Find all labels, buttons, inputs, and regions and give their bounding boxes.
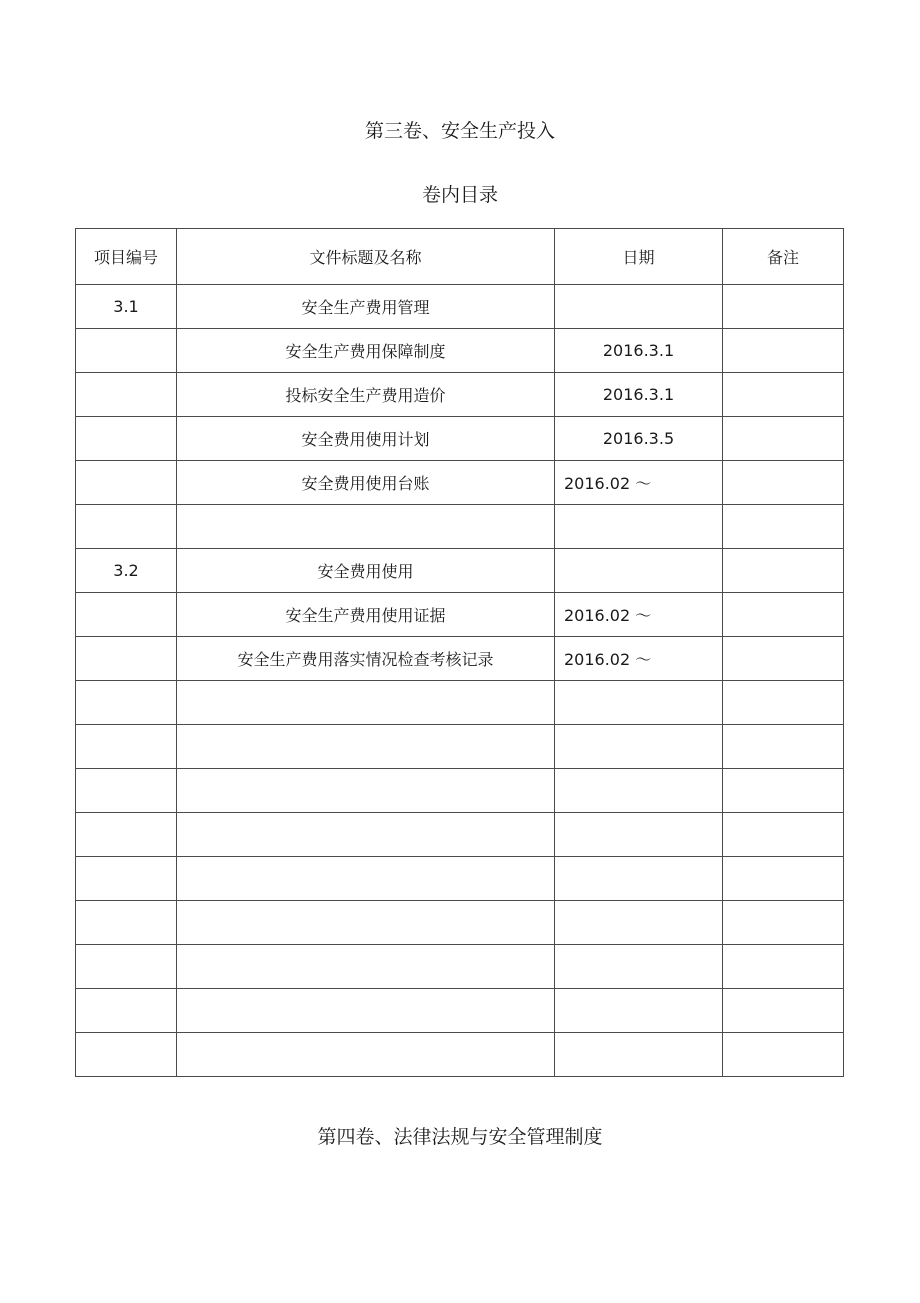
date-cell xyxy=(555,945,723,989)
item-no-cell xyxy=(76,637,177,681)
remarks-cell xyxy=(723,725,844,769)
title-cell xyxy=(177,725,555,769)
date-cell xyxy=(555,549,723,593)
remarks-cell xyxy=(723,329,844,373)
title-cell xyxy=(177,901,555,945)
date-cell: 2016.02 ～ xyxy=(555,593,723,637)
table-row xyxy=(76,725,844,769)
item-no-cell xyxy=(76,461,177,505)
title-cell xyxy=(177,505,555,549)
remarks-cell xyxy=(723,813,844,857)
title-cell xyxy=(177,945,555,989)
item-no-cell xyxy=(76,417,177,461)
remarks-cell xyxy=(723,285,844,329)
title-cell: 安全生产费用保障制度 xyxy=(177,329,555,373)
table-row xyxy=(76,813,844,857)
header-date: 日期 xyxy=(555,229,723,285)
title-cell xyxy=(177,681,555,725)
date-cell xyxy=(555,901,723,945)
item-no-cell xyxy=(76,945,177,989)
item-no-cell xyxy=(76,1033,177,1077)
date-cell: 2016.3.1 xyxy=(555,329,723,373)
remarks-cell xyxy=(723,637,844,681)
date-cell xyxy=(555,769,723,813)
header-remarks: 备注 xyxy=(723,229,844,285)
title-cell xyxy=(177,1033,555,1077)
table-row xyxy=(76,461,844,505)
item-no-cell xyxy=(76,769,177,813)
item-no-cell xyxy=(76,901,177,945)
table-row xyxy=(76,285,844,329)
item-no-cell xyxy=(76,505,177,549)
date-cell: 2016.3.1 xyxy=(555,373,723,417)
title-cell: 安全生产费用落实情况检查考核记录 xyxy=(177,637,555,681)
date-cell: 2016.02 ～ xyxy=(555,637,723,681)
title-cell: 投标安全生产费用造价 xyxy=(177,373,555,417)
toc-header-row xyxy=(76,229,844,285)
date-cell xyxy=(555,725,723,769)
title-cell: 安全生产费用管理 xyxy=(177,285,555,329)
header-file-title: 文件标题及名称 xyxy=(177,229,555,285)
title-cell: 安全费用使用台账 xyxy=(177,461,555,505)
table-row xyxy=(76,857,844,901)
title-cell xyxy=(177,857,555,901)
remarks-cell xyxy=(723,901,844,945)
title-cell: 安全费用使用计划 xyxy=(177,417,555,461)
remarks-cell xyxy=(723,549,844,593)
table-row xyxy=(76,373,844,417)
title-cell: 安全生产费用使用证据 xyxy=(177,593,555,637)
remarks-cell xyxy=(723,417,844,461)
title-cell xyxy=(177,989,555,1033)
toc-table xyxy=(75,228,844,1077)
item-no-cell xyxy=(76,373,177,417)
date-cell xyxy=(555,857,723,901)
table-row xyxy=(76,681,844,725)
table-row xyxy=(76,769,844,813)
table-row xyxy=(76,593,844,637)
remarks-cell xyxy=(723,989,844,1033)
table-row xyxy=(76,417,844,461)
item-no-cell xyxy=(76,857,177,901)
date-cell xyxy=(555,681,723,725)
table-row xyxy=(76,1033,844,1077)
item-no-cell xyxy=(76,329,177,373)
table-row xyxy=(76,549,844,593)
next-volume-title: 第四卷、法律法规与安全管理制度 xyxy=(317,1126,603,1148)
remarks-cell xyxy=(723,1033,844,1077)
item-no-cell xyxy=(76,593,177,637)
item-no-cell: 3.1 xyxy=(76,285,177,329)
date-cell xyxy=(555,505,723,549)
title-cell: 安全费用使用 xyxy=(177,549,555,593)
table-row xyxy=(76,637,844,681)
item-no-cell xyxy=(76,681,177,725)
remarks-cell xyxy=(723,505,844,549)
date-cell xyxy=(555,813,723,857)
title-cell xyxy=(177,769,555,813)
table-row xyxy=(76,989,844,1033)
volume-title: 第三卷、安全生产投入 xyxy=(364,120,555,142)
table-row xyxy=(76,329,844,373)
header-item-no: 项目编号 xyxy=(76,229,177,285)
remarks-cell xyxy=(723,945,844,989)
item-no-cell xyxy=(76,725,177,769)
date-cell xyxy=(555,989,723,1033)
table-row xyxy=(76,901,844,945)
date-cell xyxy=(555,1033,723,1077)
item-no-cell xyxy=(76,813,177,857)
remarks-cell xyxy=(723,681,844,725)
table-row xyxy=(76,945,844,989)
remarks-cell xyxy=(723,769,844,813)
remarks-cell xyxy=(723,593,844,637)
date-cell xyxy=(555,285,723,329)
remarks-cell xyxy=(723,857,844,901)
date-cell: 2016.3.5 xyxy=(555,417,723,461)
remarks-cell xyxy=(723,373,844,417)
title-cell xyxy=(177,813,555,857)
item-no-cell xyxy=(76,989,177,1033)
date-cell: 2016.02 ～ xyxy=(555,461,723,505)
remarks-cell xyxy=(723,461,844,505)
item-no-cell: 3.2 xyxy=(76,549,177,593)
toc-title: 卷内目录 xyxy=(421,184,498,206)
table-row xyxy=(76,505,844,549)
